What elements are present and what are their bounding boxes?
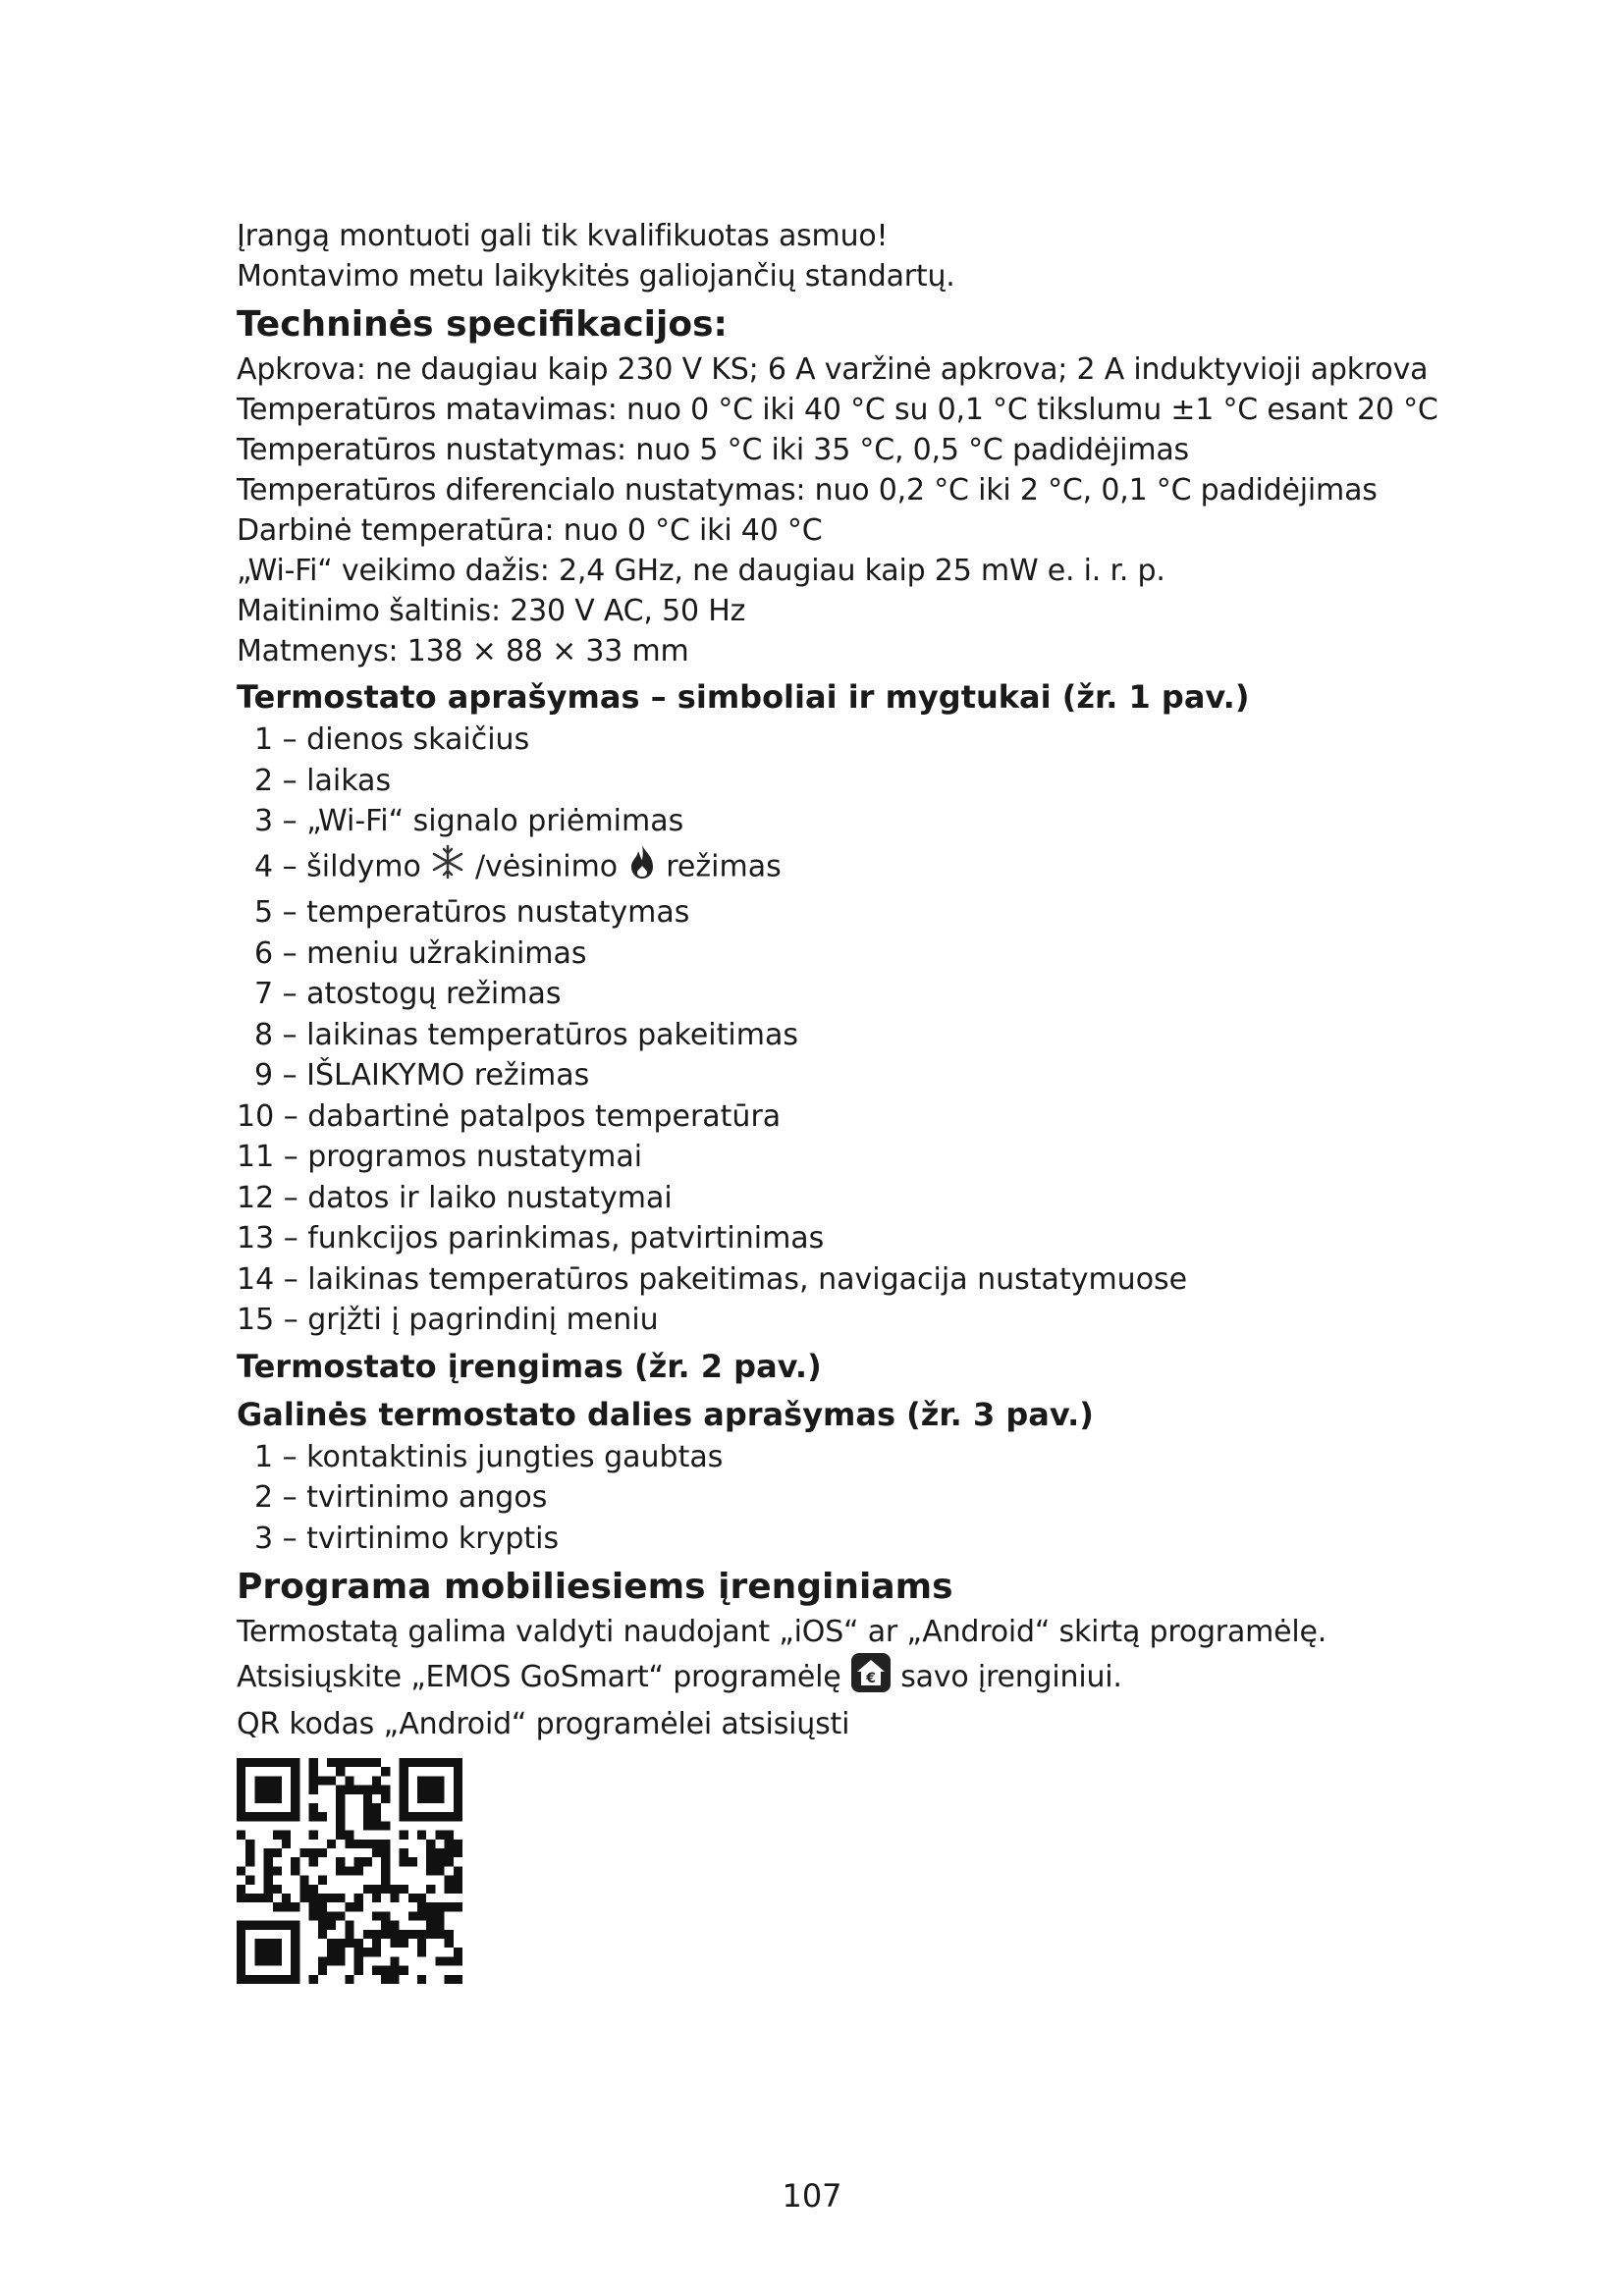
rear-heading: Galinės termostato dalies aprašymas (žr. 3 pav.) (237, 1395, 1094, 1433)
list-item: 1 – kontaktinis jungties gaubtas (254, 1439, 724, 1474)
snowflake-icon (430, 842, 465, 893)
app-line-3: QR kodas „Android“ programėlei atsisiųsti (237, 1707, 850, 1741)
spec-line: Apkrova: ne daugiau kaip 230 V KS; 6 A varžinė apkrova; 2 A induktyvioji apkrova (237, 352, 1429, 387)
list-item: 1 – dienos skaičius (254, 722, 530, 757)
item-4-label: 4 – šildymo (254, 848, 421, 883)
list-item: 15 – grįžti į pagrindinį meniu (237, 1303, 659, 1337)
description-heading: Termostato aprašymas – simboliai ir mygtukai (žr. 1 pav.) (237, 678, 1250, 716)
page-number: 107 (782, 2177, 842, 2215)
list-item: 8 – laikinas temperatūros pakeitimas (254, 1017, 798, 1052)
qr-code (237, 1758, 462, 1984)
list-item: 5 – temperatūros nustatymas (254, 895, 690, 930)
flame-icon (627, 842, 657, 893)
list-item: 13 – funkcijos parinkimas, patvirtinimas (237, 1221, 825, 1255)
app-line-2 (237, 1652, 1395, 1704)
list-item: 2 – tvirtinimo angos (254, 1480, 548, 1515)
spec-line: Temperatūros matavimas: nuo 0 °C iki 40 °C su 0,1 °C tikslumu ±1 °C esant 20 °C (237, 393, 1438, 427)
list-item: 11 – programos nustatymai (237, 1140, 643, 1174)
list-item: 3 – „Wi-Fi“ signalo priėmimas (254, 804, 684, 838)
installation-heading: Termostato įrengimas (žr. 2 pav.) (237, 1347, 822, 1385)
list-item: 3 – tvirtinimo kryptis (254, 1521, 560, 1556)
spec-line: Temperatūros diferencialo nustatymas: nuo 0,2 °C iki 2 °C, 0,1 °C padidėjimas (237, 473, 1378, 507)
gosmart-app-icon (850, 1652, 892, 1704)
list-item-heating-mode (237, 842, 1395, 893)
spec-line: Maitinimo šaltinis: 230 V AC, 50 Hz (237, 594, 746, 628)
list-item: 12 – datos ir laiko nustatymai (237, 1180, 673, 1215)
spec-line: Matmenys: 138 × 88 × 33 mm (237, 634, 689, 668)
intro-line-2: Montavimo metu laikykitės galiojančių standartų. (237, 259, 955, 294)
list-item: 6 – meniu užrakinimas (254, 935, 587, 971)
document-page (237, 216, 1438, 1984)
app-line-2-end: savo įrenginiui. (900, 1660, 1122, 1694)
app-line-2-start: Atsisiųskite „EMOS GoSmart“ programėlę (237, 1660, 841, 1694)
item-4-cooling: /vėsinimo (474, 848, 619, 883)
list-item: 2 – laikas (254, 763, 392, 798)
app-line-1: Termostatą galima valdyti naudojant „iOS“ ar „Android“ skirtą programėlę. (237, 1615, 1327, 1649)
svg-text:€: € (866, 1671, 876, 1686)
spec-line: Temperatūros nustatymas: nuo 5 °C iki 35 °C, 0,5 °C padidėjimas (237, 433, 1189, 467)
app-heading: Programa mobiliesiems įrenginiams (237, 1567, 953, 1607)
list-item: 14 – laikinas temperatūros pakeitimas, navigacija nustatymuose (237, 1261, 1188, 1297)
spec-line: „Wi-Fi“ veikimo dažis: 2,4 GHz, ne daugiau kaip 25 mW e. i. r. p. (237, 554, 1165, 588)
item-4-mode: režimas (666, 848, 782, 883)
intro-line-1: Įrangą montuoti gali tik kvalifikuotas asmuo! (237, 219, 889, 253)
list-item: 10 – dabartinė patalpos temperatūra (237, 1098, 782, 1134)
spec-line: Darbinė temperatūra: nuo 0 °C iki 40 °C (237, 513, 823, 548)
list-item: 9 – IŠLAIKYMO režimas (254, 1058, 590, 1093)
specs-heading: Techninės specifikacijos: (237, 304, 728, 345)
list-item: 7 – atostogų režimas (254, 977, 562, 1011)
